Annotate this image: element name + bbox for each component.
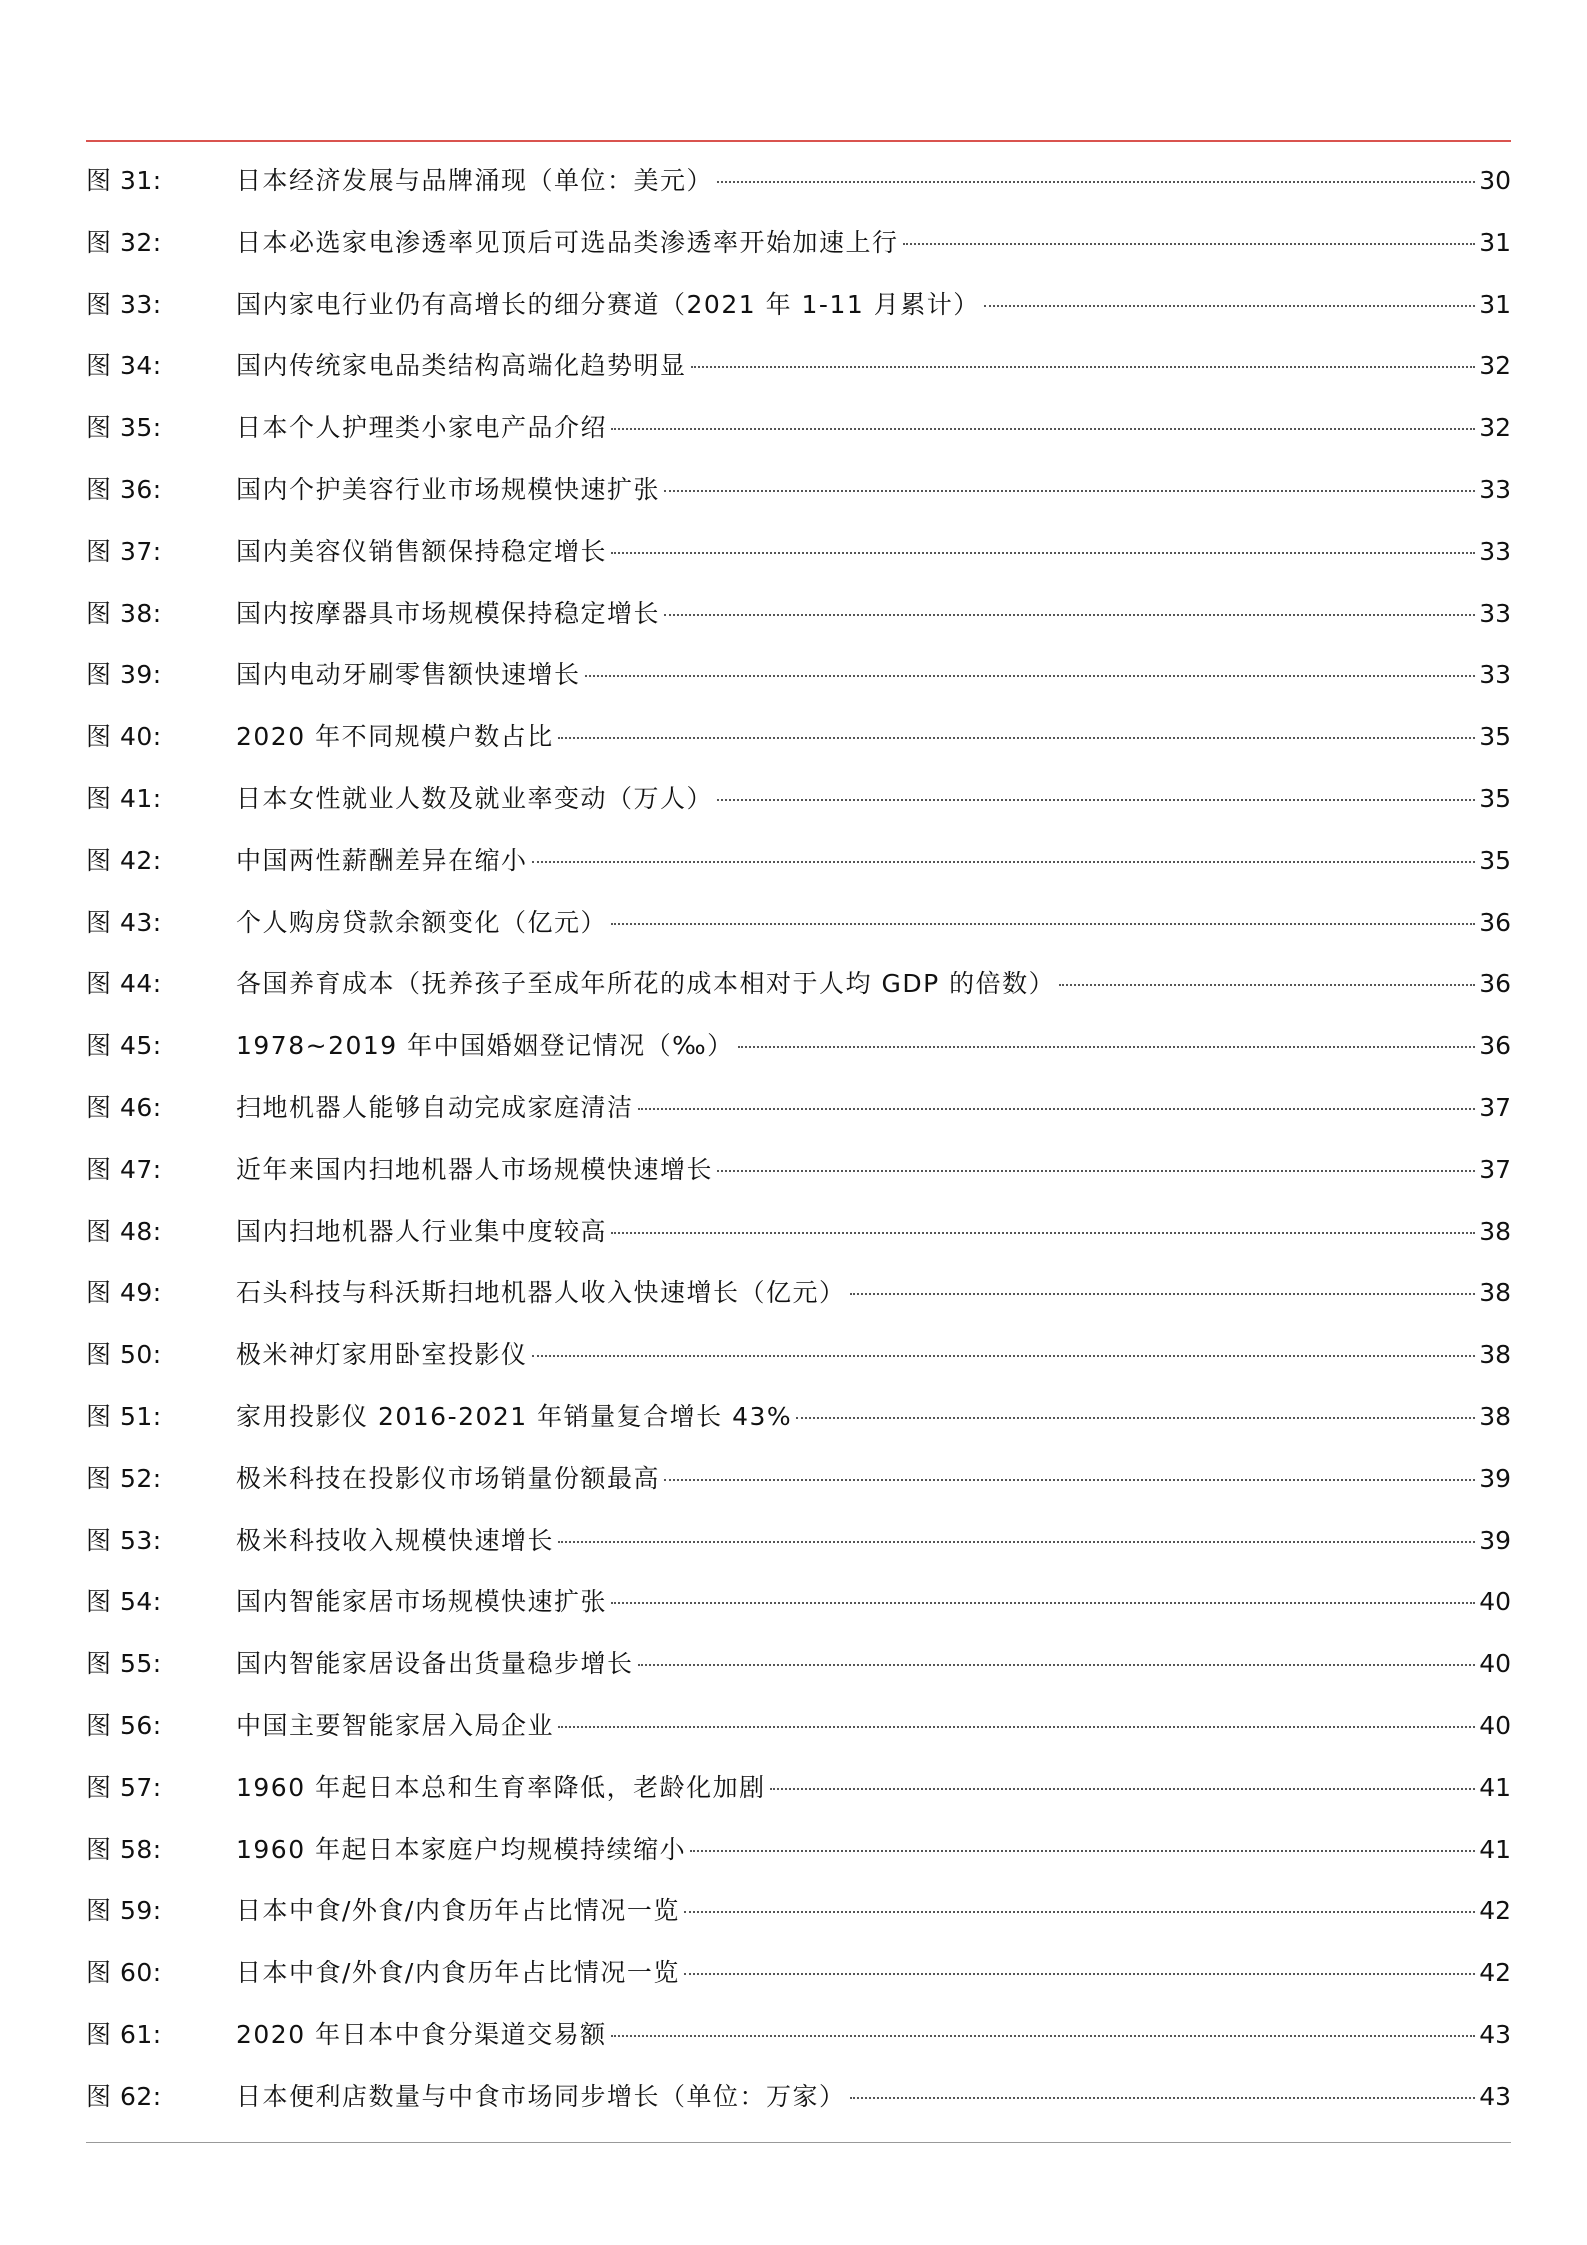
dot-leader [664,1479,1475,1481]
page-number: 39 [1479,1525,1511,1555]
toc-entry[interactable] [86,1278,1511,1340]
figure-title: 日本中食/外食/内食历年占比情况一览 [236,1958,680,1988]
dot-leader [850,1293,1476,1295]
dot-leader [717,181,1475,183]
figure-label: 图 44: [86,969,162,999]
figure-label: 图 60: [86,1958,162,1988]
dot-leader [638,1108,1476,1110]
page-number: 36 [1479,907,1511,937]
page-number: 38 [1479,1216,1511,1246]
figure-label: 图 48: [86,1216,162,1246]
figure-label: 图 34: [86,351,162,381]
dot-leader [611,1232,1475,1234]
figure-label: 图 47: [86,1154,162,1184]
figure-title: 国内家电行业仍有高增长的细分赛道（2021 年 1-11 月累计） [236,289,980,319]
figure-title: 日本必选家电渗透率见顶后可选品类渗透率开始加速上行 [236,227,899,257]
figure-label: 图 49: [86,1278,162,1308]
header-rule [86,140,1511,142]
page-number: 32 [1479,351,1511,381]
figure-label: 图 41: [86,783,162,813]
page-number: 43 [1479,2019,1511,2049]
dot-leader [850,2097,1476,2099]
dot-leader [585,675,1476,677]
dot-leader [611,428,1475,430]
figure-label: 图 54: [86,1587,162,1617]
page-number: 35 [1479,783,1511,813]
dot-leader [558,737,1476,739]
figure-label: 图 58: [86,1834,162,1864]
figure-label: 图 35: [86,413,162,443]
toc-entry[interactable] [86,2082,1511,2144]
figure-title: 国内按摩器具市场规模保持稳定增长 [236,598,661,628]
toc-entry[interactable] [86,969,1511,1031]
page-number: 42 [1479,1958,1511,1988]
toc-entry[interactable] [86,846,1511,908]
toc-entry[interactable] [86,1711,1511,1773]
figure-title: 2020 年不同规模户数占比 [236,722,554,752]
page-number: 38 [1479,1340,1511,1370]
page-number: 33 [1479,660,1511,690]
page-number: 36 [1479,1031,1511,1061]
figure-label: 图 51: [86,1401,162,1431]
figure-title: 1960 年起日本家庭户均规模持续缩小 [236,1834,687,1864]
dot-leader [738,1046,1476,1048]
dot-leader [532,861,1476,863]
figure-label: 图 43: [86,907,162,937]
figure-label: 图 45: [86,1031,162,1061]
dot-leader [770,1788,1476,1790]
figure-label: 图 42: [86,845,162,875]
figure-title: 极米科技在投影仪市场销量份额最高 [236,1463,661,1493]
figure-title: 各国养育成本（抚养孩子至成年所花的成本相对于人均 GDP 的倍数） [236,969,1056,999]
figure-label: 图 59: [86,1896,162,1926]
toc-entry[interactable] [86,1773,1511,1835]
dot-leader [558,1541,1475,1543]
figure-title: 2020 年日本中食分渠道交易额 [236,2019,607,2049]
toc-entry[interactable] [86,228,1511,290]
page-number: 30 [1479,166,1511,195]
page-number: 31 [1479,227,1511,257]
page-number: 32 [1479,413,1511,443]
footer-rule [86,2142,1511,2143]
figure-title: 1960 年起日本总和生育率降低，老龄化加剧 [236,1772,766,1802]
toc-entry[interactable] [86,1217,1511,1279]
page-number: 43 [1479,2081,1511,2111]
page-number: 40 [1479,1587,1511,1617]
page-number: 38 [1479,1278,1511,1308]
dot-leader [984,305,1475,307]
figure-title: 日本女性就业人数及就业率变动（万人） [236,783,714,813]
toc-entry[interactable] [86,1402,1511,1464]
page-number: 33 [1479,474,1511,504]
dot-leader [717,1170,1475,1172]
dot-leader [796,1417,1475,1419]
figure-title: 极米科技收入规模快速增长 [236,1525,555,1555]
figure-label: 图 62: [86,2081,162,2111]
toc-entry[interactable] [86,1464,1511,1526]
figure-title: 中国两性薪酬差异在缩小 [236,845,528,875]
figure-label: 图 56: [86,1710,162,1740]
page-number: 42 [1479,1896,1511,1926]
figure-label: 图 50: [86,1340,162,1370]
figure-label: 图 37: [86,536,162,566]
page-number: 36 [1479,969,1511,999]
figure-label: 图 38: [86,598,162,628]
figure-title: 国内电动牙刷零售额快速增长 [236,660,581,690]
dot-leader [611,1602,1475,1604]
toc-entry[interactable] [86,1031,1511,1093]
toc-entry[interactable] [86,1896,1511,1958]
figure-title: 国内智能家居设备出货量稳步增长 [236,1649,634,1679]
toc-entry[interactable] [86,1587,1511,1649]
dot-leader [691,366,1476,368]
figure-title: 国内智能家居市场规模快速扩张 [236,1587,608,1617]
figure-label: 图 52: [86,1463,162,1493]
figure-label: 图 39: [86,660,162,690]
dot-leader [690,1850,1475,1852]
figure-label: 图 31: [86,166,162,195]
toc-entry[interactable] [86,1093,1511,1155]
figure-label: 图 46: [86,1092,162,1122]
page-number: 33 [1479,598,1511,628]
toc-entry[interactable] [86,475,1511,537]
dot-leader [684,1911,1475,1913]
dot-leader [664,490,1475,492]
page-number: 37 [1479,1092,1511,1122]
toc-entry[interactable] [86,290,1511,352]
dot-leader [611,552,1475,554]
figure-label: 图 40: [86,722,162,752]
dot-leader [717,799,1475,801]
toc-entry[interactable] [86,1835,1511,1897]
dot-leader [611,2035,1476,2037]
figure-title: 日本经济发展与品牌涌现（单位：美元） [236,166,714,195]
toc-entry[interactable] [86,413,1511,475]
figure-label: 图 36: [86,474,162,504]
figure-title: 国内扫地机器人行业集中度较高 [236,1216,608,1246]
figure-title: 日本便利店数量与中食市场同步增长（单位：万家） [236,2081,846,2111]
toc-entry[interactable] [86,1340,1511,1402]
figure-title: 国内美容仪销售额保持稳定增长 [236,536,608,566]
toc-entry[interactable] [86,537,1511,599]
figure-label: 图 55: [86,1649,162,1679]
figure-title: 国内传统家电品类结构高端化趋势明显 [236,351,687,381]
page-number: 39 [1479,1463,1511,1493]
page-number: 40 [1479,1710,1511,1740]
figure-title: 家用投影仪 2016-2021 年销量复合增长 43% [236,1401,793,1431]
page-number: 38 [1479,1401,1511,1431]
toc-entry[interactable] [86,784,1511,846]
dot-leader [638,1664,1476,1666]
figure-label: 图 61: [86,2019,162,2049]
toc-entry[interactable] [86,1526,1511,1588]
dot-leader [1059,984,1475,986]
figure-title: 日本个人护理类小家电产品介绍 [236,413,608,443]
figure-label: 图 57: [86,1772,162,1802]
toc-entry[interactable] [86,351,1511,413]
figure-label: 图 33: [86,289,162,319]
page-number: 35 [1479,845,1511,875]
figure-title: 国内个护美容行业市场规模快速扩张 [236,474,661,504]
figure-title: 扫地机器人能够自动完成家庭清洁 [236,1092,634,1122]
figure-index-list [86,166,1511,2144]
page-number: 33 [1479,536,1511,566]
dot-leader [532,1355,1476,1357]
figure-title: 日本中食/外食/内食历年占比情况一览 [236,1896,680,1926]
page-number: 41 [1479,1772,1511,1802]
dot-leader [684,1973,1475,1975]
toc-entry[interactable] [86,722,1511,784]
figure-label: 图 32: [86,227,162,257]
figure-title: 个人购房贷款余额变化（亿元） [236,907,608,937]
dot-leader [558,1726,1475,1728]
toc-entry[interactable] [86,2020,1511,2082]
toc-entry[interactable] [86,908,1511,970]
toc-entry[interactable] [86,660,1511,722]
toc-entry[interactable] [86,1649,1511,1711]
figure-title: 中国主要智能家居入局企业 [236,1710,555,1740]
toc-entry[interactable] [86,599,1511,661]
page-number: 41 [1479,1834,1511,1864]
figure-title: 1978~2019 年中国婚姻登记情况（‰） [236,1031,734,1061]
figure-title: 石头科技与科沃斯扫地机器人收入快速增长（亿元） [236,1278,846,1308]
toc-entry[interactable] [86,166,1511,228]
figure-title: 极米神灯家用卧室投影仪 [236,1340,528,1370]
page-number: 31 [1479,289,1511,319]
dot-leader [664,614,1475,616]
page-number: 37 [1479,1154,1511,1184]
toc-entry[interactable] [86,1958,1511,2020]
dot-leader [903,243,1476,245]
toc-entry[interactable] [86,1155,1511,1217]
figure-label: 图 53: [86,1525,162,1555]
dot-leader [611,923,1475,925]
figure-title: 近年来国内扫地机器人市场规模快速增长 [236,1154,714,1184]
page-number: 35 [1479,722,1511,752]
page-number: 40 [1479,1649,1511,1679]
